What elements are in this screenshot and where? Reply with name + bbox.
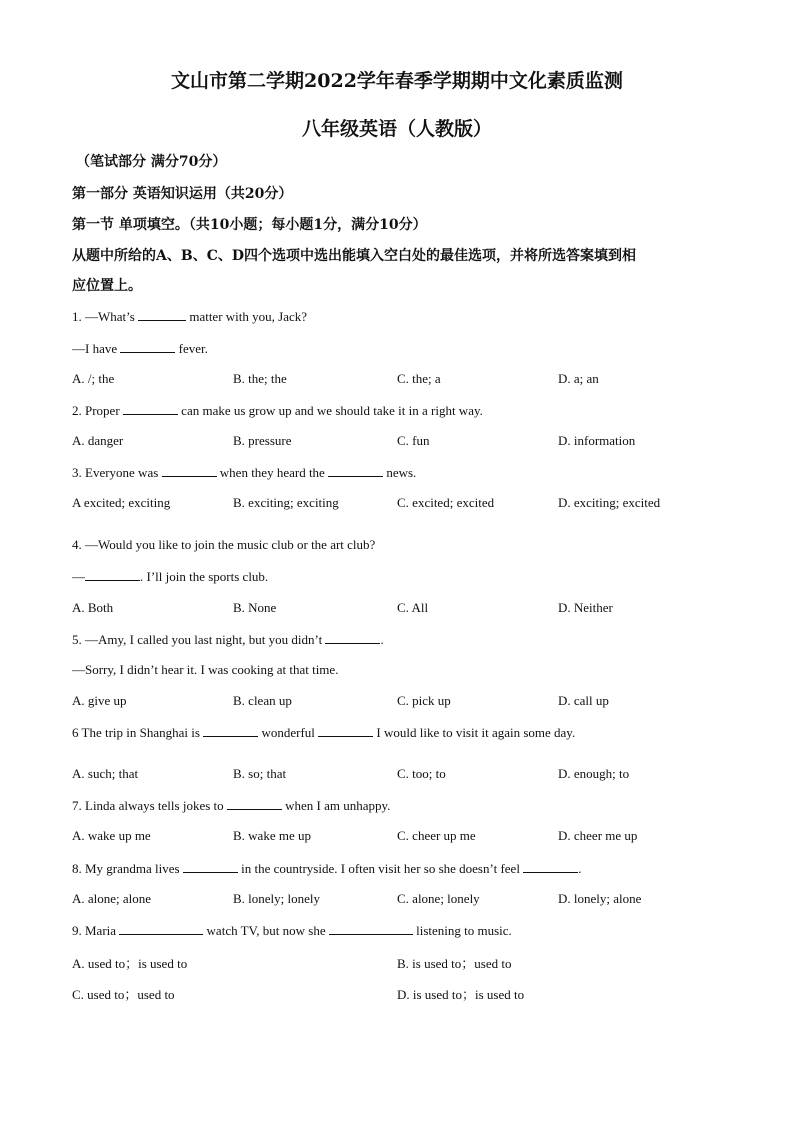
instruction-line-1: 从题中所给的A、B、C、D四个选项中选出能填入空白处的最佳选项，并将所选答案填到相	[72, 248, 636, 264]
page-subtitle: 八年级英语（人教版）	[301, 118, 492, 140]
option-c: C. the; a	[397, 371, 441, 386]
option-a: A. danger	[72, 433, 124, 448]
answer-blank[interactable]	[120, 340, 175, 353]
section-one-heading: 第一节 单项填空。（共10小题；每小题1分，满分10分）	[72, 217, 427, 233]
option-b: B. lonely; lonely	[233, 891, 321, 906]
part-one-heading: 第一部分 英语知识运用（共20分）	[72, 186, 293, 202]
instruction-line-2: 应位置上。	[72, 278, 142, 294]
page-title: 文山市第二学期2022学年春季学期期中文化素质监测	[171, 70, 623, 92]
option-b: B. pressure	[233, 433, 292, 448]
option-a: A. alone; alone	[72, 891, 152, 906]
option-d: D. is used to；is used to	[397, 987, 525, 1002]
option-b: B. is used to；used to	[397, 956, 512, 971]
answer-blank[interactable]	[183, 860, 238, 873]
option-c: C. All	[397, 600, 429, 615]
option-c: C. cheer up me	[397, 828, 476, 843]
answer-blank[interactable]	[328, 464, 383, 477]
question-2: 2. Proper can make us grow up and we should take it in a right way.	[72, 403, 483, 418]
answer-blank[interactable]	[329, 922, 413, 935]
question-4-line-1: 4. —Would you like to join the music club or the art club?	[72, 537, 376, 552]
option-d: D. call up	[558, 693, 609, 708]
option-c: C. pick up	[397, 693, 451, 708]
question-9: 9. Maria watch TV, but now she listening to music.	[72, 923, 512, 938]
option-b: B. wake me up	[233, 828, 311, 843]
option-d: D. enough; to	[558, 766, 630, 781]
question-5-line-1: 5. —Amy, I called you last night, but you didn’t .	[72, 632, 384, 647]
option-a: A. give up	[72, 693, 127, 708]
option-d: D. exciting; excited	[558, 495, 661, 510]
question-7: 7. Linda always tells jokes to when I am unhappy.	[72, 798, 391, 813]
option-d: D. a; an	[558, 371, 599, 386]
option-d: D. lonely; alone	[558, 891, 642, 906]
question-3: 3. Everyone was when they heard the news.	[72, 465, 417, 480]
answer-blank[interactable]	[123, 402, 178, 415]
option-d: D. cheer me up	[558, 828, 638, 843]
question-1-line-1: 1. —What’s matter with you, Jack?	[72, 309, 308, 324]
option-c: C. used to；used to	[72, 987, 175, 1002]
option-a: A. Both	[72, 600, 114, 615]
answer-blank[interactable]	[523, 860, 578, 873]
answer-blank[interactable]	[325, 631, 380, 644]
question-4-line-2: — . I’ll join the sports club.	[72, 569, 269, 584]
option-a: A. wake up me	[72, 828, 151, 843]
option-b: B. the; the	[233, 371, 287, 386]
option-d: D. information	[558, 433, 636, 448]
answer-blank[interactable]	[119, 922, 203, 935]
written-part-note: （笔试部分 满分70分）	[76, 154, 227, 170]
answer-blank[interactable]	[162, 464, 217, 477]
option-a: A. /; the	[72, 371, 115, 386]
option-d: D. Neither	[558, 600, 613, 615]
option-b: B. exciting; exciting	[233, 495, 339, 510]
question-6: 6 The trip in Shanghai is wonderful I would like to visit it again some day.	[72, 725, 576, 740]
option-b: B. so; that	[233, 766, 287, 781]
option-b: B. None	[233, 600, 277, 615]
option-c: C. excited; excited	[397, 495, 495, 510]
answer-blank[interactable]	[85, 568, 140, 581]
question-1-line-2: —I have fever.	[72, 341, 208, 356]
question-8: 8. My grandma lives in the countryside. I often visit her so she doesn’t feel .	[72, 861, 582, 876]
answer-blank[interactable]	[318, 724, 373, 737]
option-a: A excited; exciting	[72, 495, 171, 510]
answer-blank[interactable]	[227, 797, 282, 810]
answer-blank[interactable]	[138, 308, 186, 321]
option-c: C. too; to	[397, 766, 446, 781]
option-c: C. fun	[397, 433, 430, 448]
option-c: C. alone; lonely	[397, 891, 480, 906]
question-5-line-2: —Sorry, I didn’t hear it. I was cooking at that time.	[72, 662, 339, 677]
option-a: A. used to；is used to	[72, 956, 188, 971]
option-a: A. such; that	[72, 766, 139, 781]
option-b: B. clean up	[233, 693, 292, 708]
answer-blank[interactable]	[203, 724, 258, 737]
